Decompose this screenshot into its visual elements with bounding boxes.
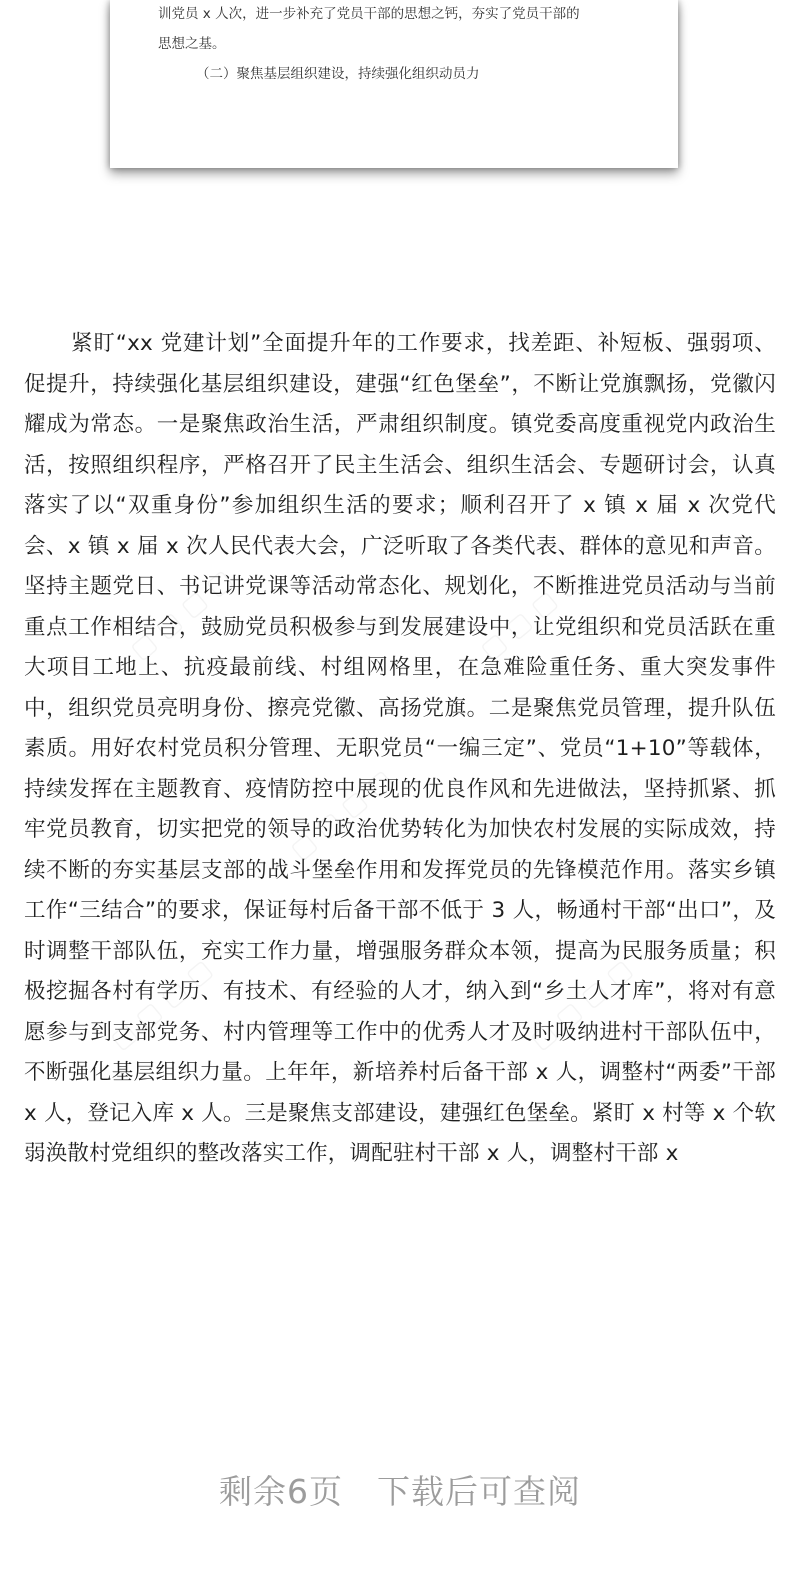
- preview-section-heading: （二）聚焦基层组织建设，持续强化组织动员力: [196, 66, 480, 82]
- document-body-paragraph: 紧盯“xx 党建计划”全面提升年的工作要求，找差距、补短板、强弱项、促提升，持续强化基层组织建设，建强“红色堡垒”，不断让党旗飘扬，党徽闪耀成为常态。一是聚焦政治生活，严肃组织制度。镇党委高度重视党内政治生活，按照组织程序，严格召开了民主生活会、组织生活会、专题研讨会，认真落实了以“双重身份”参加组织生活的要求；顺利召开了 x 镇 x 届 x 次党代会、x 镇 x 届 x 次人民代表大会，广泛听取了各类代表、群体的意见和声音。坚持主题党日、书记讲党课等活动常态化、规划化，不断推进党员活动与当前重点工作相结合，鼓励党员积极参与到发展建设中，让党组织和党员活跃在重大项目工地上、抗疫最前线、村组网格里，在急难险重任务、重大突发事件中，组织党员亮明身份、擦亮党徽、高扬党旗。二是聚焦党员管理，提升队伍素质。用好农村党员积分管理、无职党员“一编三定”、党员“1+10”等载体，持续发挥在主题教育、疫情防控中展现的优良作风和先进做法，坚持抓紧、抓牢党员教育，切实把党的领导的政治优势转化为加快农村发展的实际成效，持续不断的夯实基层支部的战斗堡垒作用和发挥党员的先锋模范作用。落实乡镇工作“三结合”的要求，保证每村后备干部不低于 3 人，畅通村干部“出口”，及时调整干部队伍，充实工作力量，增强服务群众本领，提高为民服务质量；积极挖掘各村有学历、有技术、有经验的人才，纳入到“乡土人才库”，将对有意愿参与到支部党务、村内管理等工作中的优秀人才及时吸纳进村干部队伍中，不断强化基层组织力量。上年年，新培养村后备干部 x 人，调整村“两委”干部 x 人，登记入库 x 人。三是聚焦支部建设，建强红色堡垒。紧盯 x 村等 x 个软弱涣散村党组织的整改落实工作，调配驻村干部 x 人，调整村干部 x: [24, 331, 776, 1166]
- download-to-view-hint: 下载后可查阅: [377, 1472, 581, 1511]
- remaining-pages-count: 剩余6页: [219, 1472, 343, 1511]
- preview-text-line: 思想之基。: [158, 36, 226, 52]
- preview-text-line: 训党员 x 人次，进一步补充了党员干部的思想之钙，夯实了党员干部的: [158, 6, 580, 22]
- previous-page-preview: [110, 0, 678, 168]
- remaining-pages-banner[interactable]: [0, 1466, 800, 1513]
